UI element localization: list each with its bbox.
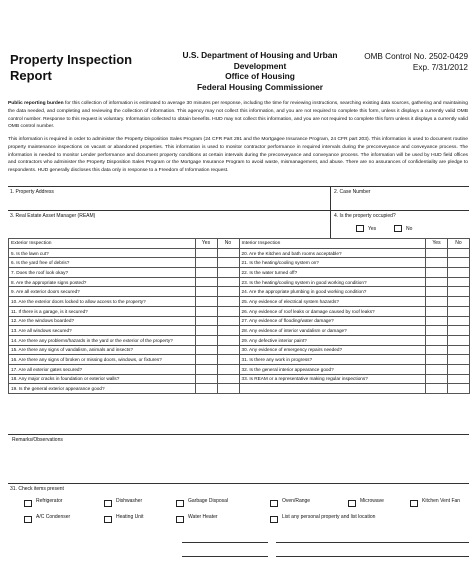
inspection-row	[9, 326, 470, 336]
exterior-question: 17. Are all exterior gates secured?	[9, 364, 196, 374]
inspection-row	[9, 306, 470, 316]
interior-yes-cell[interactable]	[426, 287, 448, 297]
interior-yes-cell[interactable]	[426, 364, 448, 374]
inspection-row	[9, 364, 470, 374]
inspection-row	[9, 335, 470, 345]
interior-no-cell[interactable]	[448, 297, 470, 307]
exterior-yes-cell[interactable]	[195, 306, 217, 316]
exterior-question: 10. Are the exterior doors locked to allow access to the property?	[9, 297, 196, 307]
interior-yes-cell[interactable]	[426, 258, 448, 268]
interior-no-cell[interactable]	[448, 316, 470, 326]
interior-yes-cell[interactable]	[426, 248, 448, 258]
burden-lead: Public reporting burden	[8, 101, 64, 106]
exterior-no-cell[interactable]	[217, 316, 239, 326]
agency-line: U.S. Department of Housing and Urban	[182, 50, 338, 60]
dishwasher-checkbox[interactable]	[104, 500, 112, 507]
checklist-row-2	[8, 514, 469, 526]
personal-property-checkbox[interactable]	[270, 516, 278, 523]
items-checklist	[8, 486, 469, 566]
agency-line: Federal Housing Commissioner	[196, 81, 324, 92]
remarks-section[interactable]	[8, 434, 469, 484]
write-in-line[interactable]	[276, 556, 469, 557]
garbage-disposal-label: Garbage Disposal	[188, 498, 229, 504]
exterior-yes-cell[interactable]	[195, 345, 217, 355]
divider	[8, 186, 469, 187]
interior-no-header: No	[448, 239, 470, 249]
exterior-no-cell[interactable]	[217, 287, 239, 297]
ac-condenser-checkbox[interactable]	[24, 516, 32, 523]
omb-control-number: OMB Control No. 2502-0429	[364, 52, 468, 61]
ac-condenser-label: A/C Condenser	[36, 514, 71, 520]
omb-block	[360, 52, 468, 73]
interior-yes-cell[interactable]	[426, 326, 448, 336]
exterior-question: 18. Any major cracks in foundation or exterior walls?	[9, 374, 196, 384]
exterior-question: 11. If there is a garage, is it secured?	[9, 306, 196, 316]
oven-range-label: Oven/Range	[282, 498, 311, 504]
inspection-row	[9, 277, 470, 287]
inspection-row	[9, 248, 470, 258]
exterior-no-cell[interactable]	[217, 345, 239, 355]
write-in-line[interactable]	[182, 556, 268, 557]
inspection-row	[9, 287, 470, 297]
interior-question: 29. Any defective interior paint?	[239, 335, 426, 345]
interior-question: 21. Is the heating/cooling system on?	[239, 258, 426, 268]
occupied-no-label: No	[406, 226, 413, 232]
exterior-question: 12. Are the windows boarded?	[9, 316, 196, 326]
exterior-yes-cell[interactable]	[195, 335, 217, 345]
refrigerator-checkbox[interactable]	[24, 500, 32, 507]
form-title: Property Inspection Report	[10, 52, 133, 83]
interior-no-cell[interactable]	[448, 258, 470, 268]
exterior-question: 7. Does the roof look okay?	[9, 268, 196, 278]
inspection-row	[9, 258, 470, 268]
checklist-label: 31. Check items present	[10, 486, 64, 492]
garbage-disposal-checkbox[interactable]	[176, 500, 184, 507]
exterior-yes-cell[interactable]	[195, 384, 217, 394]
interior-no-cell[interactable]	[448, 268, 470, 278]
ream-label: 3. Real Estate Asset Manager (REAM)	[10, 213, 96, 219]
divider	[330, 186, 331, 238]
heating-unit-checkbox[interactable]	[104, 516, 112, 523]
burden-text: for this collection of information is estimated to average 30 minutes per response, including the time for reviewing instructions, searching existing data sources, gathering and maintaining the data needed, and completing and reviewing the collection of information. This agency may not collect this information, and you are not required to complete this form, unless it displays a currently valid OMB control number. Response to this request is voluntary. Information collected to obtain benefits. HUD may not collect this information, and you are not required to complete this form unless it displays a currently valid OMB control number.	[8, 101, 468, 130]
exterior-no-cell[interactable]	[217, 248, 239, 258]
purpose-statement: This information is required in order to administer the Property Disposition Sales Program (24 CFR Part 291 and the Mortgagee Insurance Program, 24 CFR part 203). This information is used to document routine property maintenance inspections on vacant or abandoned properties. This information is used to monitor contractor performance in required intervals during the preconveyance and conveyance process. The information is needed to monitor Lender performance and document property conditions at certain intervals during the preconveyance and conveyance process. The information will be used by HUD field offices and contractors who administer the Property Disposition Sales Program or the Mortgage Insurance Program to avoid waste, mismanagement, and abuse. There are no assurances of confidentiality are pledge to respondents. HUD generally discloses this data only in response to a Freedom of Information request.	[8, 137, 468, 174]
interior-yes-cell[interactable]	[426, 345, 448, 355]
interior-yes-cell[interactable]	[426, 297, 448, 307]
interior-no-cell[interactable]	[448, 384, 470, 394]
exterior-yes-cell[interactable]	[195, 297, 217, 307]
case-number-label: 2. Case Number	[334, 189, 371, 195]
interior-question: 33. Is REAM or a representative making regular inspections?	[239, 374, 426, 384]
interior-no-cell[interactable]	[448, 287, 470, 297]
agency-line: Development	[233, 60, 287, 71]
occupied-label: 4. Is the property occupied?	[334, 213, 396, 219]
interior-yes-header: Yes	[426, 239, 448, 249]
microwave-checkbox[interactable]	[348, 500, 356, 507]
exterior-yes-cell[interactable]	[195, 248, 217, 258]
exterior-question: 16. Are there any signs of broken or missing doors, windows, or fixtures?	[9, 355, 196, 365]
interior-question: 25. Any evidence of electrical system hazards?	[239, 297, 426, 307]
exterior-yes-cell[interactable]	[195, 268, 217, 278]
write-in-line[interactable]	[182, 542, 268, 543]
exterior-yes-cell[interactable]	[195, 277, 217, 287]
interior-no-cell[interactable]	[448, 364, 470, 374]
interior-yes-cell[interactable]	[426, 306, 448, 316]
oven-range-checkbox[interactable]	[270, 500, 278, 507]
agency-line: Office of Housing	[225, 71, 295, 81]
interior-yes-cell[interactable]	[426, 277, 448, 287]
remarks-label: Remarks/Observations	[12, 437, 63, 443]
occupied-yes-label: Yes	[368, 226, 377, 232]
interior-no-cell[interactable]	[448, 345, 470, 355]
interior-question: 27. Any evidence of flooding/water damage?	[239, 316, 426, 326]
exterior-header: Exterior Inspection	[9, 239, 196, 249]
exterior-yes-cell[interactable]	[195, 374, 217, 384]
burden-statement	[8, 100, 468, 131]
interior-yes-cell[interactable]	[426, 355, 448, 365]
inspection-row	[9, 374, 470, 384]
refrigerator-label: Refrigerator	[36, 498, 63, 504]
property-address-label: 1. Property Address	[10, 189, 54, 195]
interior-question	[239, 384, 426, 394]
occupied-no-checkbox[interactable]	[394, 225, 402, 232]
interior-no-cell[interactable]	[448, 374, 470, 384]
heating-unit-label: Heating Unit	[116, 514, 144, 520]
interior-question: 26. Any evidence of roof leaks or damage caused by roof leaks?	[239, 306, 426, 316]
exterior-question: 8. Are the appropriate signs posted?	[9, 277, 196, 287]
exterior-question: 5. Is the lawn cut?	[9, 248, 196, 258]
interior-question: 22. Is the water turned off?	[239, 268, 426, 278]
inspection-table	[8, 238, 470, 394]
inspection-row	[9, 345, 470, 355]
dishwasher-label: Dishwasher	[116, 498, 143, 504]
checklist-row-1	[8, 498, 469, 510]
interior-yes-cell[interactable]	[426, 316, 448, 326]
interior-yes-cell[interactable]	[426, 335, 448, 345]
exterior-no-header: No	[217, 239, 239, 249]
exterior-no-cell[interactable]	[217, 277, 239, 287]
interior-no-cell[interactable]	[448, 306, 470, 316]
occupied-yes-checkbox[interactable]	[356, 225, 364, 232]
exterior-yes-header: Yes	[195, 239, 217, 249]
interior-header: Interior Inspection	[239, 239, 426, 249]
exterior-no-cell[interactable]	[217, 258, 239, 268]
inspection-row	[9, 268, 470, 278]
inspection-header-row	[9, 239, 470, 249]
interior-no-cell[interactable]	[448, 277, 470, 287]
exterior-question: 9. Are all exterior doors secured?	[9, 287, 196, 297]
agency-block	[170, 50, 350, 92]
interior-question: 32. Is the general interior appearance good?	[239, 364, 426, 374]
interior-question: 30. Any evidence of emergency repairs needed?	[239, 345, 426, 355]
exterior-question: 15. Are there any signs of vandalism, animals and insects?	[9, 345, 196, 355]
exterior-no-cell[interactable]	[217, 326, 239, 336]
inspection-grid	[8, 238, 469, 394]
exterior-yes-cell[interactable]	[195, 364, 217, 374]
kitchen-vent-fan-checkbox[interactable]	[410, 500, 418, 507]
kitchen-vent-fan-label: Kitchen Vent Fan	[422, 498, 461, 504]
water-heater-checkbox[interactable]	[176, 516, 184, 523]
exterior-yes-cell[interactable]	[195, 316, 217, 326]
interior-yes-cell[interactable]	[426, 384, 448, 394]
interior-question: 31. Is there any work in progress?	[239, 355, 426, 365]
exterior-yes-cell[interactable]	[195, 355, 217, 365]
exterior-yes-cell[interactable]	[195, 326, 217, 336]
exterior-no-cell[interactable]	[217, 297, 239, 307]
interior-no-cell[interactable]	[448, 326, 470, 336]
divider	[8, 210, 469, 211]
personal-property-label: List any personal property and list location	[282, 514, 376, 520]
omb-expiry: Exp. 7/31/2012	[412, 62, 468, 72]
exterior-no-cell[interactable]	[217, 374, 239, 384]
microwave-label: Microwave	[360, 498, 384, 504]
water-heater-label: Water Heater	[188, 514, 218, 520]
interior-question: 23. Is the heating/cooling system in good working condition?	[239, 277, 426, 287]
exterior-yes-cell[interactable]	[195, 258, 217, 268]
exterior-question: 13. Are all windows secured?	[9, 326, 196, 336]
inspection-row	[9, 316, 470, 326]
interior-yes-cell[interactable]	[426, 268, 448, 278]
inspection-row	[9, 384, 470, 394]
interior-no-cell[interactable]	[448, 355, 470, 365]
exterior-question: 19. Is the general exterior appearance good?	[9, 384, 196, 394]
exterior-no-cell[interactable]	[217, 384, 239, 394]
interior-yes-cell[interactable]	[426, 374, 448, 384]
inspection-row	[9, 355, 470, 365]
interior-question: 24. Are the appropriate plumbing in good working condition?	[239, 287, 426, 297]
interior-no-cell[interactable]	[448, 335, 470, 345]
exterior-no-cell[interactable]	[217, 355, 239, 365]
write-in-line[interactable]	[276, 542, 469, 543]
inspection-row	[9, 297, 470, 307]
exterior-yes-cell[interactable]	[195, 287, 217, 297]
form-page	[4, 48, 470, 576]
exterior-no-cell[interactable]	[217, 335, 239, 345]
interior-question: 28. Any evidence of interior vandalism or damage?	[239, 326, 426, 336]
exterior-no-cell[interactable]	[217, 268, 239, 278]
interior-question: 20. Are the Kitchen and bath rooms acceptable?	[239, 248, 426, 258]
interior-no-cell[interactable]	[448, 248, 470, 258]
exterior-question: 6. Is the yard free of debris?	[9, 258, 196, 268]
exterior-no-cell[interactable]	[217, 306, 239, 316]
exterior-question: 14. Are there any problems/hazards in the yard or the exterior of the property?	[9, 335, 196, 345]
exterior-no-cell[interactable]	[217, 364, 239, 374]
